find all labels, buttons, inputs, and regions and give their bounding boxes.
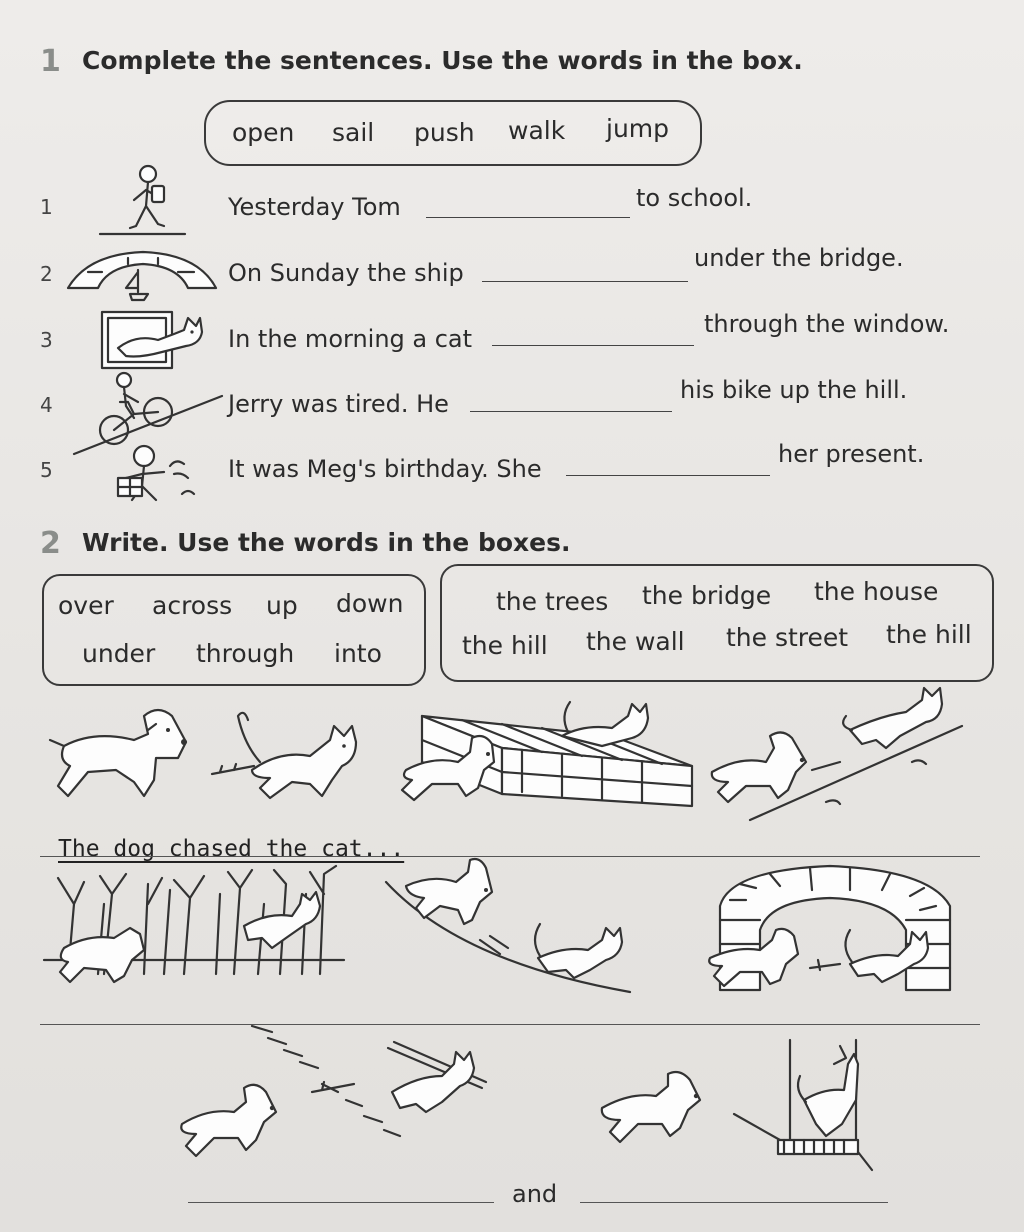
sentence-start: In the morning a cat (228, 325, 473, 353)
answer-blank[interactable] (482, 281, 688, 282)
exercise-2-number: 2 (40, 526, 61, 561)
place-item: the hill (886, 620, 972, 649)
sentence-end: her present. (778, 440, 925, 468)
girl-present-illustration (104, 442, 198, 504)
place-item: the trees (496, 587, 609, 616)
preposition-item: over (58, 591, 114, 620)
answer-blank[interactable] (566, 475, 770, 476)
preposition-item: up (266, 591, 298, 620)
dog-chasing-cat-across-wall-top-illustration (172, 1022, 492, 1172)
sentence-end: to school. (636, 184, 753, 212)
dog-chasing-cat-through-trees-illustration (44, 864, 344, 994)
item-number: 4 (40, 393, 53, 417)
answer-line-row-3-left[interactable] (188, 1202, 494, 1203)
place-item: the house (814, 577, 939, 606)
answer-line-row-1[interactable] (40, 856, 980, 857)
word-box-item: push (414, 118, 475, 147)
word-box-item: sail (332, 118, 375, 147)
word-box-item: walk (508, 116, 566, 145)
example-answer: The dog chased the cat... (58, 836, 405, 862)
dog-chasing-cat-up-hill-illustration (700, 686, 970, 822)
boy-walking-illustration (100, 160, 190, 238)
sentence-start: It was Meg's birthday. She (228, 455, 542, 483)
cat-window-illustration (96, 308, 206, 374)
place-item: the wall (586, 627, 685, 656)
sentence-end: his bike up the hill. (680, 376, 908, 404)
preposition-item: across (152, 591, 233, 620)
sentence-start: Jerry was tired. He (228, 390, 449, 418)
item-number: 1 (40, 195, 53, 219)
place-item: the street (726, 623, 849, 652)
dog-chasing-cat-over-wall-illustration (392, 696, 692, 814)
answer-line-row-3-right[interactable] (580, 1202, 888, 1203)
item-number: 3 (40, 328, 53, 352)
ship-bridge-illustration (68, 248, 218, 304)
word-box-item: jump (606, 114, 670, 143)
item-number: 2 (40, 262, 53, 286)
item-number: 5 (40, 458, 53, 482)
dog-chasing-cat-under-bridge-illustration (700, 860, 970, 996)
exercise-1-instruction: Complete the sentences. Use the words in the box. (82, 46, 803, 75)
sentence-start: On Sunday the ship (228, 259, 464, 287)
sentence-end: through the window. (704, 310, 950, 338)
place-item: the bridge (642, 581, 772, 610)
preposition-item: down (336, 589, 404, 618)
sentence-end: under the bridge. (694, 244, 904, 272)
dog-chasing-cat-across-street-illustration (44, 700, 364, 810)
preposition-item: through (196, 639, 295, 668)
place-item: the hill (462, 631, 548, 660)
preposition-item: into (334, 639, 382, 668)
word-box-item: open (232, 118, 295, 147)
sentence-start: Yesterday Tom (228, 193, 401, 221)
answer-blank[interactable] (426, 217, 630, 218)
exercise-1-number: 1 (40, 44, 61, 79)
preposition-item: under (82, 639, 156, 668)
answer-blank[interactable] (470, 411, 672, 412)
answer-blank[interactable] (492, 345, 694, 346)
dog-chasing-cat-into-house-illustration (594, 1040, 880, 1180)
dog-chasing-cat-down-hill-illustration (380, 862, 644, 996)
exercise-2-instruction: Write. Use the words in the boxes. (82, 528, 571, 557)
connector-word: and (512, 1180, 558, 1208)
